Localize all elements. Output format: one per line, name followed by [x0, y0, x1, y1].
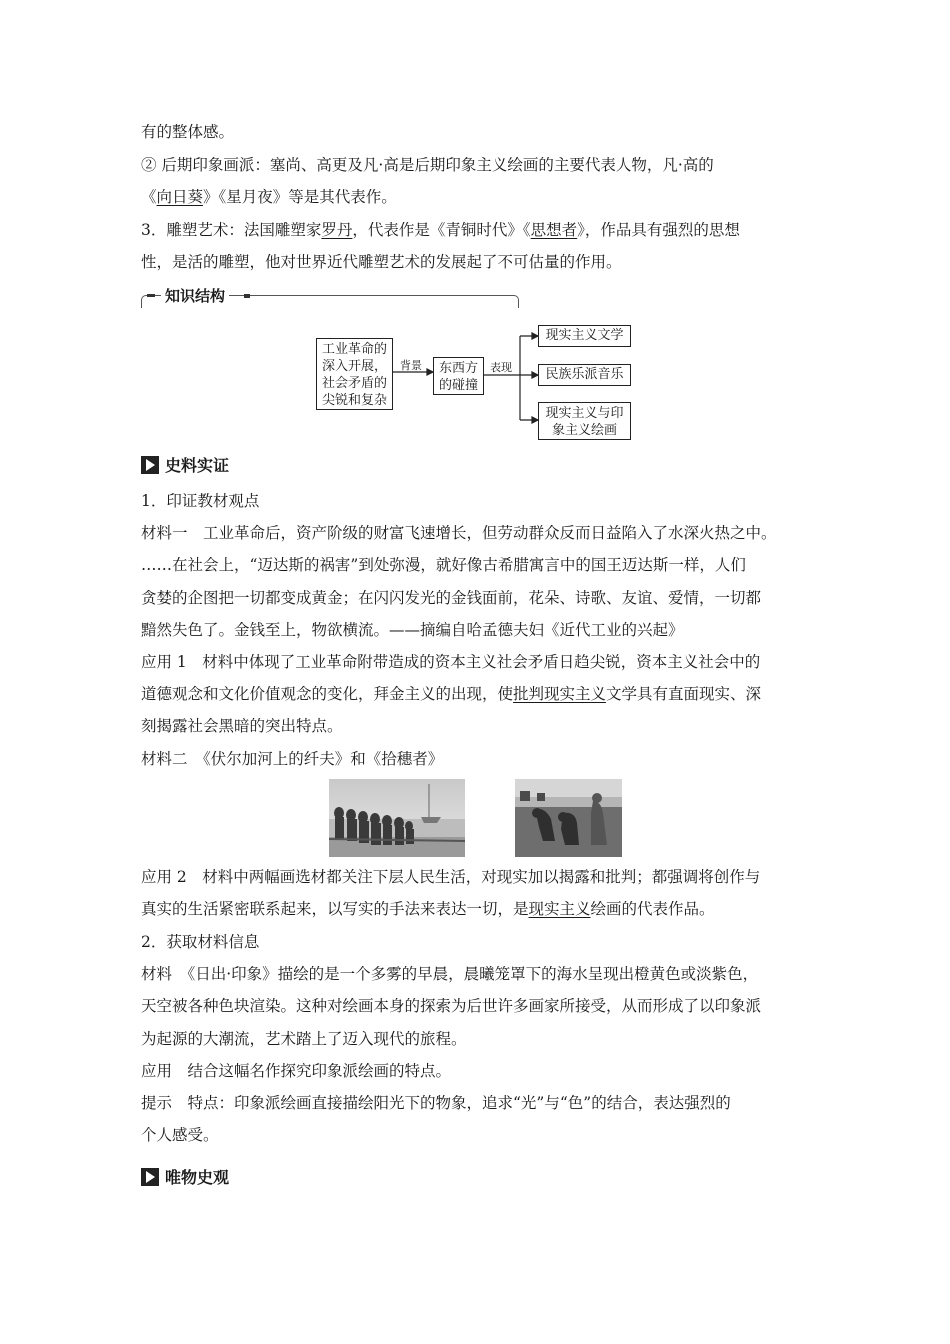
- text-segment: 应用 结合这幅名作探究印象派绘画的特点。: [141, 1061, 452, 1080]
- text-segment: 刻揭露社会黑暗的突出特点。: [141, 717, 343, 736]
- underlined-keyword: 现实主义: [528, 900, 591, 919]
- text-segment: 3．雕塑艺术：法国雕塑家: [141, 220, 322, 239]
- text-line: [141, 1061, 451, 1081]
- painting-gleaners-image: [515, 779, 622, 857]
- text-segment: 材料一 工业革命后，资产阶级的财富飞速增长，但劳动群众反而日益陷入了水深火热之中。: [141, 524, 777, 543]
- text-line: [141, 491, 259, 511]
- text-segment: 材料二 《伏尔加河上的纤夫》和《拾穗者》: [141, 749, 444, 768]
- text-segment: 道德观念和文化价值观念的变化，拜金主义的出现，使: [141, 685, 514, 704]
- text-segment: 黯然失色了。金钱至上，物欲横流。——摘编自哈孟德夫妇《近代工业的兴起》: [141, 620, 684, 639]
- text-segment: 贪婪的企图把一切都变成黄金；在闪闪发光的金钱面前，花朵、诗歌、友谊、爱情，一切都: [141, 588, 762, 607]
- diagram-painting-box: [538, 402, 631, 440]
- text-segment: 应用 1 材料中体现了工业革命附带造成的资本主义社会矛盾日趋尖锐，资本主义社会中的: [141, 653, 761, 671]
- text-segment: ，代表作是《青铜时代》《: [352, 220, 531, 239]
- text-line: [141, 523, 777, 543]
- underlined-keyword: 罗丹: [321, 220, 353, 239]
- text-line: [141, 652, 760, 672]
- underlined-keyword: 批判现实主义: [513, 685, 607, 704]
- text-line: [141, 1029, 467, 1049]
- painting-line: 现实主义与印: [545, 406, 624, 421]
- diagram-music-box: 民族乐派音乐: [538, 364, 631, 386]
- section-title: 史料实证: [165, 456, 230, 475]
- underlined-keyword: 思想者: [530, 220, 578, 239]
- text-line: [141, 588, 761, 608]
- text-segment: 》《星月夜》等是其代表作。: [203, 188, 397, 206]
- text-line: [141, 964, 758, 984]
- text-segment: ……在社会上，“迈达斯的祸害”到处弥漫，就好像古希腊寓言中的国王迈达斯一样，人们: [141, 556, 746, 575]
- play-triangle-icon: [141, 456, 159, 474]
- section-historical-evidence: [141, 453, 229, 476]
- text-segment: 绘画的代表作品。: [590, 900, 715, 919]
- text-segment: 1．印证教材观点: [141, 492, 260, 510]
- cause-line: 工业革命的: [321, 342, 387, 357]
- center-line: 的碰撞: [438, 378, 478, 393]
- center-line: 东西方: [438, 361, 478, 376]
- text-line: [141, 932, 259, 952]
- text-segment: 天空被各种色块渲染。这种对绘画本身的探索为后世许多画家所接受，从而形成了以印象派: [141, 997, 762, 1016]
- cause-line: 尖锐和复杂: [321, 393, 387, 408]
- text-segment: 应用 2 材料中两幅画选材都关注下层人民生活，对现实加以揭露和批判；都强调将创作与: [141, 868, 761, 886]
- text-line: [141, 996, 761, 1016]
- edge-label-manifest: 表现: [490, 361, 512, 374]
- text-line: [141, 555, 746, 575]
- edge-label-background: 背景: [400, 359, 422, 372]
- knowledge-structure-title: 知识结构: [161, 287, 229, 305]
- cause-line: 深入开展，: [321, 359, 387, 374]
- cause-line: 社会矛盾的: [321, 376, 387, 391]
- text-segment: ② 后期印象画派：塞尚、高更及凡·高是后期印象主义绘画的主要代表人物，凡·高的: [141, 155, 714, 174]
- text-segment: 》，作品具有强烈的思想: [577, 220, 740, 239]
- underlined-keyword: 向日葵: [156, 188, 204, 206]
- text-line: [141, 716, 343, 736]
- text-segment: 为起源的大潮流，艺术踏上了迈入现代的旅程。: [141, 1029, 467, 1048]
- text-segment: 提示 特点：印象派绘画直接描绘阳光下的物象，追求“光”与“色”的结合，表达强烈的: [141, 1094, 731, 1113]
- diagram-cause-box: [316, 338, 393, 410]
- text-segment: 个人感受。: [141, 1126, 219, 1145]
- text-segment: 有的整体感。: [141, 123, 235, 141]
- text-segment: 文学具有直面现实、深: [606, 685, 762, 704]
- text-line: [141, 620, 684, 640]
- text-segment: 真实的生活紧密联系起来，以写实的手法来表达一切，是: [141, 900, 529, 919]
- section-historical-materialism: [141, 1165, 229, 1188]
- text-segment: 性，是活的雕塑，他对世界近代雕塑艺术的发展起了不可估量的作用。: [141, 253, 622, 271]
- text-segment: 2．获取材料信息: [141, 932, 260, 951]
- text-segment: 材料 《日出·印象》描绘的是一个多雾的早晨，晨曦笼罩下的海水呈现出橙黄色或淡紫色，: [141, 964, 759, 983]
- text-line: [141, 1093, 731, 1113]
- play-triangle-icon: [141, 1168, 159, 1186]
- text-line: [141, 684, 761, 704]
- painting-line: 象主义绘画: [551, 423, 617, 438]
- text-line: [141, 1125, 219, 1145]
- section-title: 唯物史观: [165, 1168, 230, 1187]
- text-line: [141, 899, 715, 919]
- text-line: [141, 749, 443, 769]
- text-line: [141, 867, 760, 887]
- painting-barge-haulers-image: [329, 779, 465, 857]
- diagram-center-box: [433, 357, 484, 395]
- text-segment: 《: [141, 188, 157, 206]
- diagram-literature-box: 现实主义文学: [538, 325, 631, 347]
